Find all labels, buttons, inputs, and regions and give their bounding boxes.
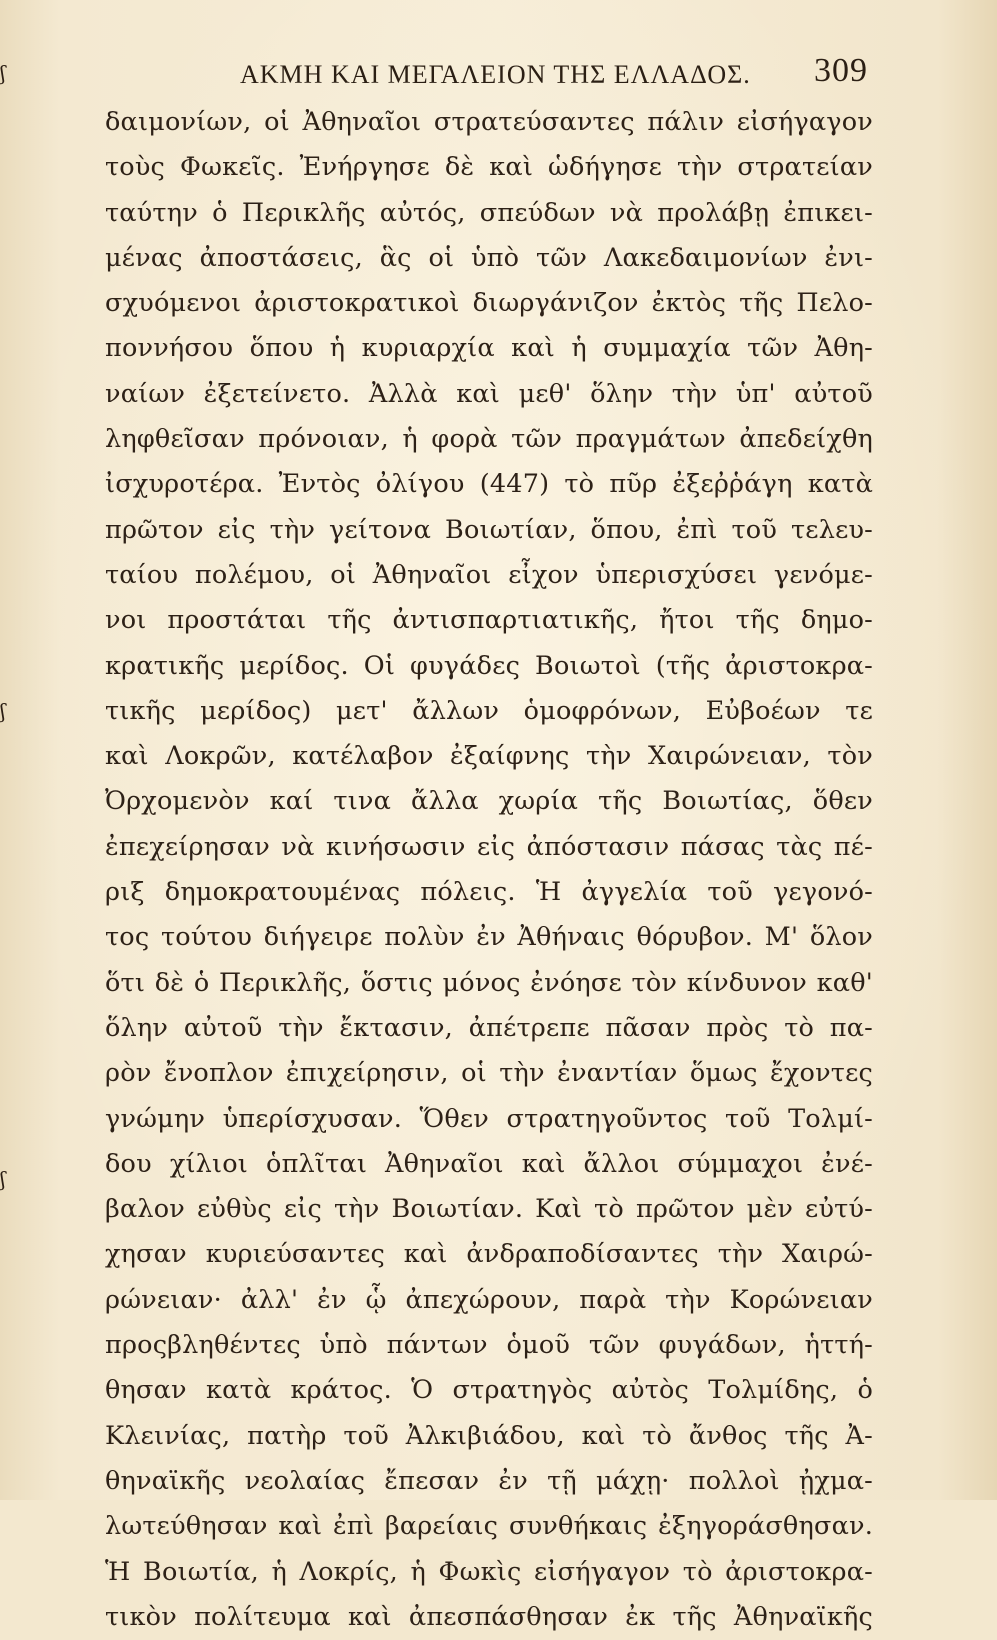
text-line: θησαν κατὰ κράτος. Ὁ στρατηγὸς αὐτὸς Τολμίδης, ὁ bbox=[105, 1375, 873, 1406]
text-line: ταύτην ὁ Περικλῆς αὐτός, σπεύδων νὰ προλάβῃ ἐπικει- bbox=[105, 197, 873, 228]
text-line: ρὸν ἔνοπλον ἐπιχείρησιν, οἱ τὴν ἐναντίαν ὅμως ἔχοντες bbox=[105, 1058, 873, 1089]
text-line: ριξ δημοκρατουμένας πόλεις. Ἡ ἀγγελία τοῦ γεγονό- bbox=[105, 877, 873, 908]
text-line: χησαν κυριεύσαντες καὶ ἀνδραποδίσαντες τὴν Χαιρώ- bbox=[105, 1239, 873, 1270]
text-line: Κλεινίας, πατὴρ τοῦ Ἀλκιβιάδου, καὶ τὸ ἄνθος τῆς Ἀ- bbox=[105, 1420, 873, 1451]
text-line: βαλον εὐθὺς εἰς τὴν Βοιωτίαν. Καὶ τὸ πρῶτον μὲν εὐτύ- bbox=[105, 1194, 873, 1225]
text-line: ἐπεχείρησαν νὰ κινήσωσιν εἰς ἀπόστασιν πάσας τὰς πέ- bbox=[105, 831, 873, 862]
text-line: Ἡ Βοιωτία, ἡ Λοκρίς, ἡ Φωκὶς εἰσήγαγον τὸ ἀριστοκρα- bbox=[105, 1556, 873, 1587]
text-line: Ὀρχομενὸν καί τινα ἄλλα χωρία τῆς Βοιωτίας, ὅθεν bbox=[105, 786, 873, 817]
page-number: 309 bbox=[814, 52, 868, 89]
text-line: ὅτι δὲ ὁ Περικλῆς, ὅστις μόνος ἐνόησε τὸν κίνδυνον καθ' bbox=[105, 967, 873, 998]
text-line: νοι προστάται τῆς ἀντισπαρτιατικῆς, ἤτοι τῆς δημο- bbox=[105, 605, 873, 636]
text-line: ναίων ἐξετείνετο. Ἀλλὰ καὶ μεθ' ὅλην τὴν ὑπ' αὐτοῦ bbox=[105, 378, 873, 409]
text-line: λωτεύθησαν καὶ ἐπὶ βαρείαις συνθήκαις ἐξηγοράσθησαν. bbox=[105, 1511, 873, 1542]
running-head bbox=[96, 52, 876, 98]
text-line: τικὸν πολίτευμα καὶ ἀπεσπάσθησαν ἐκ τῆς Ἀθηναϊκῆς bbox=[105, 1601, 873, 1632]
margin-mark: ʃ bbox=[0, 1167, 6, 1191]
running-title: ΑΚΜΗ ΚΑΙ ΜΕΓΑΛΕΙΟΝ ΤΗΣ ΕΛΛΑΔΟΣ. bbox=[240, 60, 751, 89]
text-line: τικῆς μερίδος) μετ' ἄλλων ὁμοφρόνων, Εὐβοέων τε bbox=[105, 695, 873, 726]
text-line: ρώνειαν· ἀλλ' ἐν ᾧ ἀπεχώρουν, παρὰ τὴν Κορώνειαν bbox=[105, 1284, 873, 1315]
text-line: δου χίλιοι ὁπλῖται Ἀθηναῖοι καὶ ἄλλοι σύμμαχοι ἐνέ- bbox=[105, 1148, 873, 1179]
text-line: καὶ Λοκρῶν, κατέλαβον ἐξαίφνης τὴν Χαιρώνειαν, τὸν bbox=[105, 741, 873, 772]
text-line: σχυόμενοι ἀριστοκρατικοὶ διωργάνιζον ἐκτὸς τῆς Πελο- bbox=[105, 288, 873, 319]
text-line: ἰσχυροτέρα. Ἐντὸς ὀλίγου (447) τὸ πῦρ ἐξεῤῥάγη κατὰ bbox=[105, 469, 873, 500]
text-line: ὅλην αὐτοῦ τὴν ἔκτασιν, ἀπέτρεπε πᾶσαν πρὸς τὸ πα- bbox=[105, 1012, 873, 1043]
text-line: ποννήσου ὅπου ἡ κυριαρχία καὶ ἡ συμμαχία τῶν Ἀθη- bbox=[105, 333, 873, 364]
text-line: ληφθεῖσαν πρόνοιαν, ἡ φορὰ τῶν πραγμάτων ἀπεδείχθη bbox=[105, 424, 873, 455]
text-line: δαιμονίων, οἱ Ἀθηναῖοι στρατεύσαντες πάλιν εἰσήγαγον bbox=[105, 107, 873, 137]
text-line: τος τούτου διήγειρε πολὺν ἐν Ἀθήναις θόρυβον. Μ' ὅλον bbox=[105, 922, 873, 953]
text-line: θηναϊκῆς νεολαίας ἔπεσαν ἐν τῇ μάχῃ· πολλοὶ ᾐχμα- bbox=[105, 1465, 873, 1496]
text-line: τοὺς Φωκεῖς. Ἐνήργησε δὲ καὶ ὡδήγησε τὴν στρατείαν bbox=[105, 152, 873, 183]
text-line: ταίου πολέμου, οἱ Ἀθηναῖοι εἶχον ὑπερισχύσει γενόμε- bbox=[105, 559, 873, 590]
text-line: πρῶτον εἰς τὴν γείτονα Βοιωτίαν, ὅπου, ἐπὶ τοῦ τελευ- bbox=[105, 514, 873, 545]
text-line: κρατικῆς μερίδος. Οἱ φυγάδες Βοιωτοὶ (τῆς ἀριστοκρα- bbox=[105, 650, 873, 681]
margin-mark: ʃ bbox=[0, 699, 6, 723]
text-line: προςβληθέντες ὑπὸ πάντων ὁμοῦ τῶν φυγάδων, ἡττή- bbox=[105, 1330, 873, 1361]
text-line: γνώμην ὑπερίσχυσαν. Ὅθεν στρατηγοῦντος τοῦ Τολμί- bbox=[105, 1103, 873, 1134]
margin-mark: ʃ bbox=[0, 61, 6, 85]
text-line: μένας ἀποστάσεις, ἃς οἱ ὑπὸ τῶν Λακεδαιμονίων ἐνι- bbox=[105, 242, 873, 273]
body-text bbox=[105, 100, 873, 1640]
